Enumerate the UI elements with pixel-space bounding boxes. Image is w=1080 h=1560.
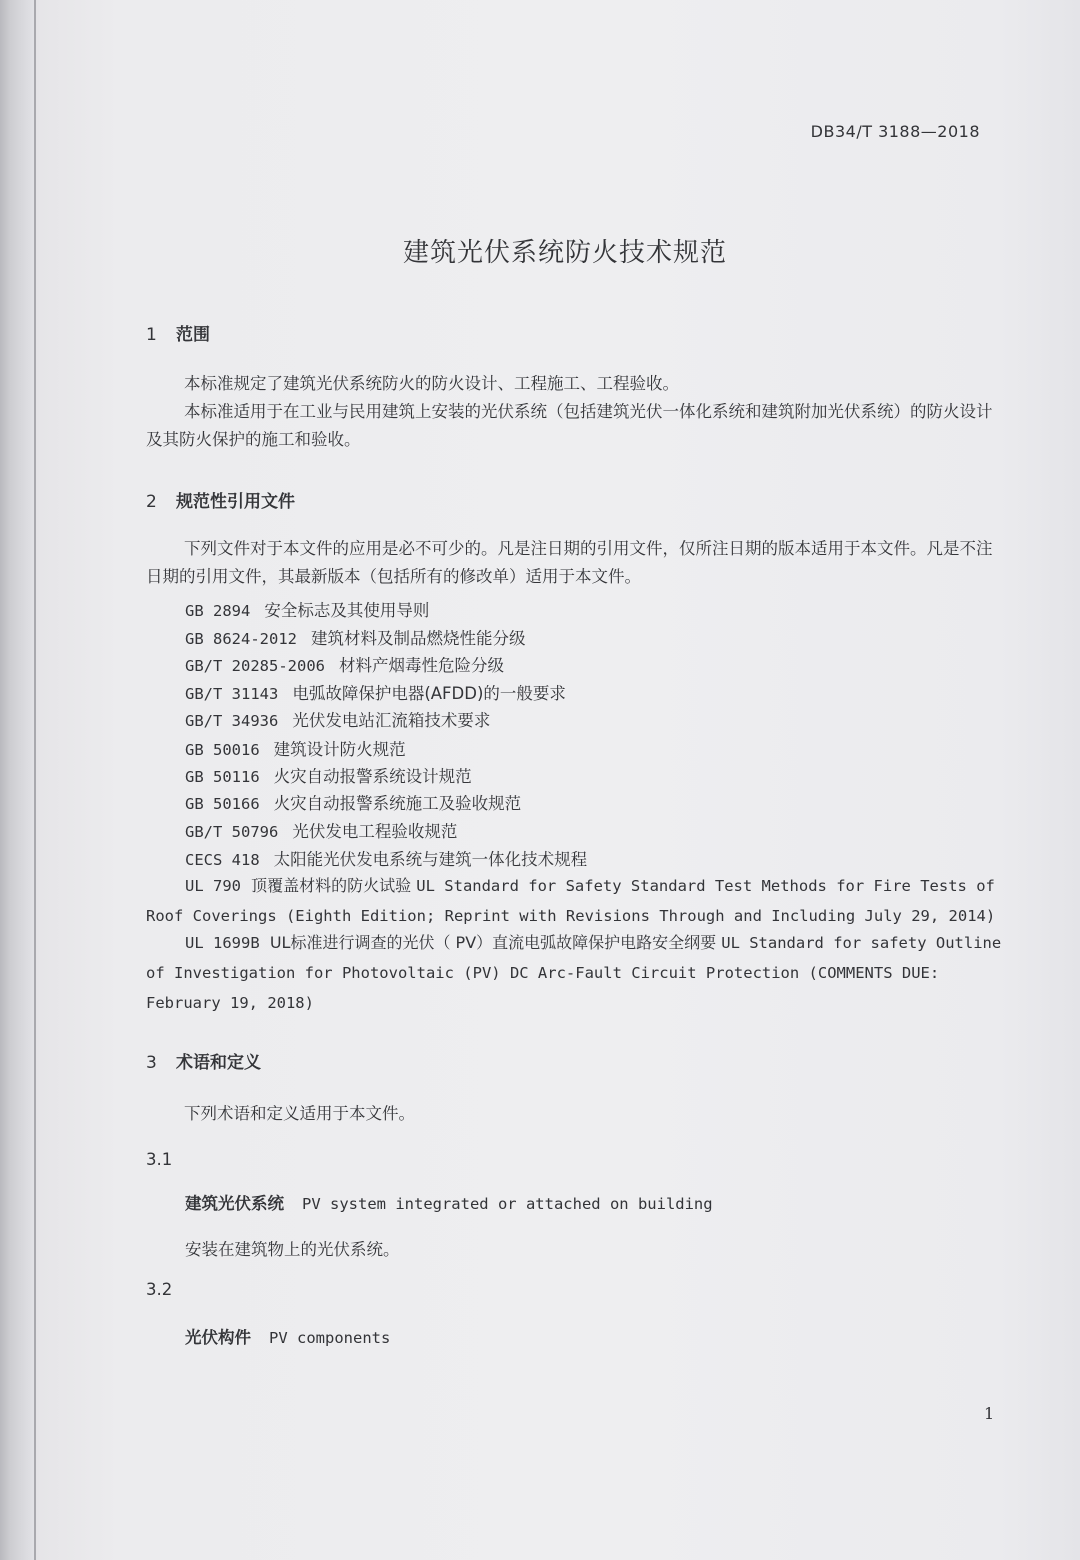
clause-number: 3.2: [146, 1280, 173, 1299]
reference-item-ul1699b: [146, 928, 1006, 1018]
reference-code: UL 790: [185, 877, 241, 895]
standard-number: DB34/T 3188—2018: [810, 122, 980, 141]
term-entry: [185, 1190, 713, 1214]
reference-title: 建筑材料及制品燃烧性能分级: [310, 629, 526, 648]
section-title: 术语和定义: [176, 1053, 261, 1073]
reference-code: UL 1699B: [185, 934, 260, 952]
reference-code: GB 50166: [185, 795, 260, 813]
section-title: 范围: [176, 325, 210, 345]
reference-item: [185, 790, 1005, 814]
reference-title: 建筑设计防火规范: [273, 740, 406, 759]
reference-title-en: UL Standard for Safety Standard Test Methods for Fire Tests of Roof Coverings (Eighth Edition; Reprint with Revisions Through and Including July 29, 2014): [146, 877, 996, 925]
reference-title-zh: 顶覆盖材料的防火试验: [251, 876, 412, 895]
reference-title: 光伏发电站汇流箱技术要求: [292, 711, 491, 730]
paragraph-text: 本标准适用于在工业与民用建筑上安装的光伏系统（包括建筑光伏一体化系统和建筑附加光伏系统）的防火设计及其防火保护的施工和验收。: [146, 402, 993, 449]
section-number: 1: [146, 325, 157, 345]
reference-title: 太阳能光伏发电系统与建筑一体化技术规程: [273, 850, 588, 869]
reference-item: [185, 707, 1005, 731]
term-entry: [185, 1324, 390, 1348]
reference-item: [185, 846, 1005, 870]
page-title: 建筑光伏系统防火技术规范: [402, 238, 727, 268]
reference-code: GB 2894: [185, 602, 251, 620]
reference-code: GB 50116: [185, 768, 260, 786]
section-3-heading: [146, 1048, 261, 1073]
section-3-intro: [146, 1100, 1006, 1128]
section-1-heading: [146, 320, 210, 345]
book-binding: [0, 0, 34, 1560]
section-1-para-1: [146, 370, 1006, 398]
reference-code: GB 50016: [185, 741, 260, 759]
paragraph-text: 本标准规定了建筑光伏系统防火的防火设计、工程施工、工程验收。: [184, 374, 679, 393]
reference-code: GB/T 20285-2006: [185, 657, 325, 675]
binding-edge: [34, 0, 36, 1560]
reference-title: 火灾自动报警系统设计规范: [273, 767, 472, 786]
reference-item: [185, 763, 1005, 787]
paragraph-text: 下列术语和定义适用于本文件。: [184, 1104, 415, 1123]
section-2-intro: [146, 535, 1006, 591]
reference-code: GB/T 34936: [185, 712, 279, 730]
term-zh: 建筑光伏系统: [185, 1194, 284, 1213]
section-1-para-2: [146, 398, 1006, 454]
reference-item: [185, 652, 1005, 676]
section-number: 2: [146, 492, 157, 512]
reference-item: [185, 736, 1005, 760]
reference-item: [185, 680, 1005, 704]
paragraph-text: 下列文件对于本文件的应用是必不可少的。凡是注日期的引用文件，仅所注日期的版本适用于本文件。凡是不注日期的引用文件，其最新版本（包括所有的修改单）适用于本文件。: [146, 539, 993, 586]
reference-item: [185, 625, 1005, 649]
term-en: PV system integrated or attached on building: [302, 1195, 713, 1213]
reference-title: 火灾自动报警系统施工及验收规范: [273, 794, 522, 813]
reference-title-en: UL Standard for safety Outline of Investigation for Photovoltaic (PV) DC Arc-Fault Circuit Protection (COMMENTS DUE: February 19, 2018): [146, 934, 1002, 1012]
reference-title: 安全标志及其使用导则: [264, 601, 430, 620]
reference-title: 电弧故障保护电器(AFDD)的一般要求: [292, 684, 566, 703]
reference-title: 材料产烟毒性危险分级: [338, 656, 504, 675]
page-number: 1: [984, 1404, 995, 1423]
section-title: 规范性引用文件: [176, 492, 295, 512]
reference-code: GB/T 50796: [185, 823, 279, 841]
term-zh: 光伏构件: [185, 1328, 251, 1347]
section-2-heading: [146, 487, 295, 512]
term-definition: 安装在建筑物上的光伏系统。: [185, 1240, 400, 1259]
reference-title-zh: UL标准进行调查的光伏（ PV）直流电弧故障保护电路安全纲要: [269, 933, 717, 952]
reference-code: GB 8624-2012: [185, 630, 297, 648]
section-number: 3: [146, 1053, 157, 1073]
reference-item-ul790: [146, 871, 1006, 931]
reference-item: [185, 818, 1005, 842]
reference-code: CECS 418: [185, 851, 260, 869]
reference-item: [185, 597, 1005, 621]
reference-code: GB/T 31143: [185, 685, 279, 703]
term-en: PV components: [269, 1329, 391, 1347]
clause-number: 3.1: [146, 1150, 173, 1169]
reference-title: 光伏发电工程验收规范: [292, 822, 458, 841]
